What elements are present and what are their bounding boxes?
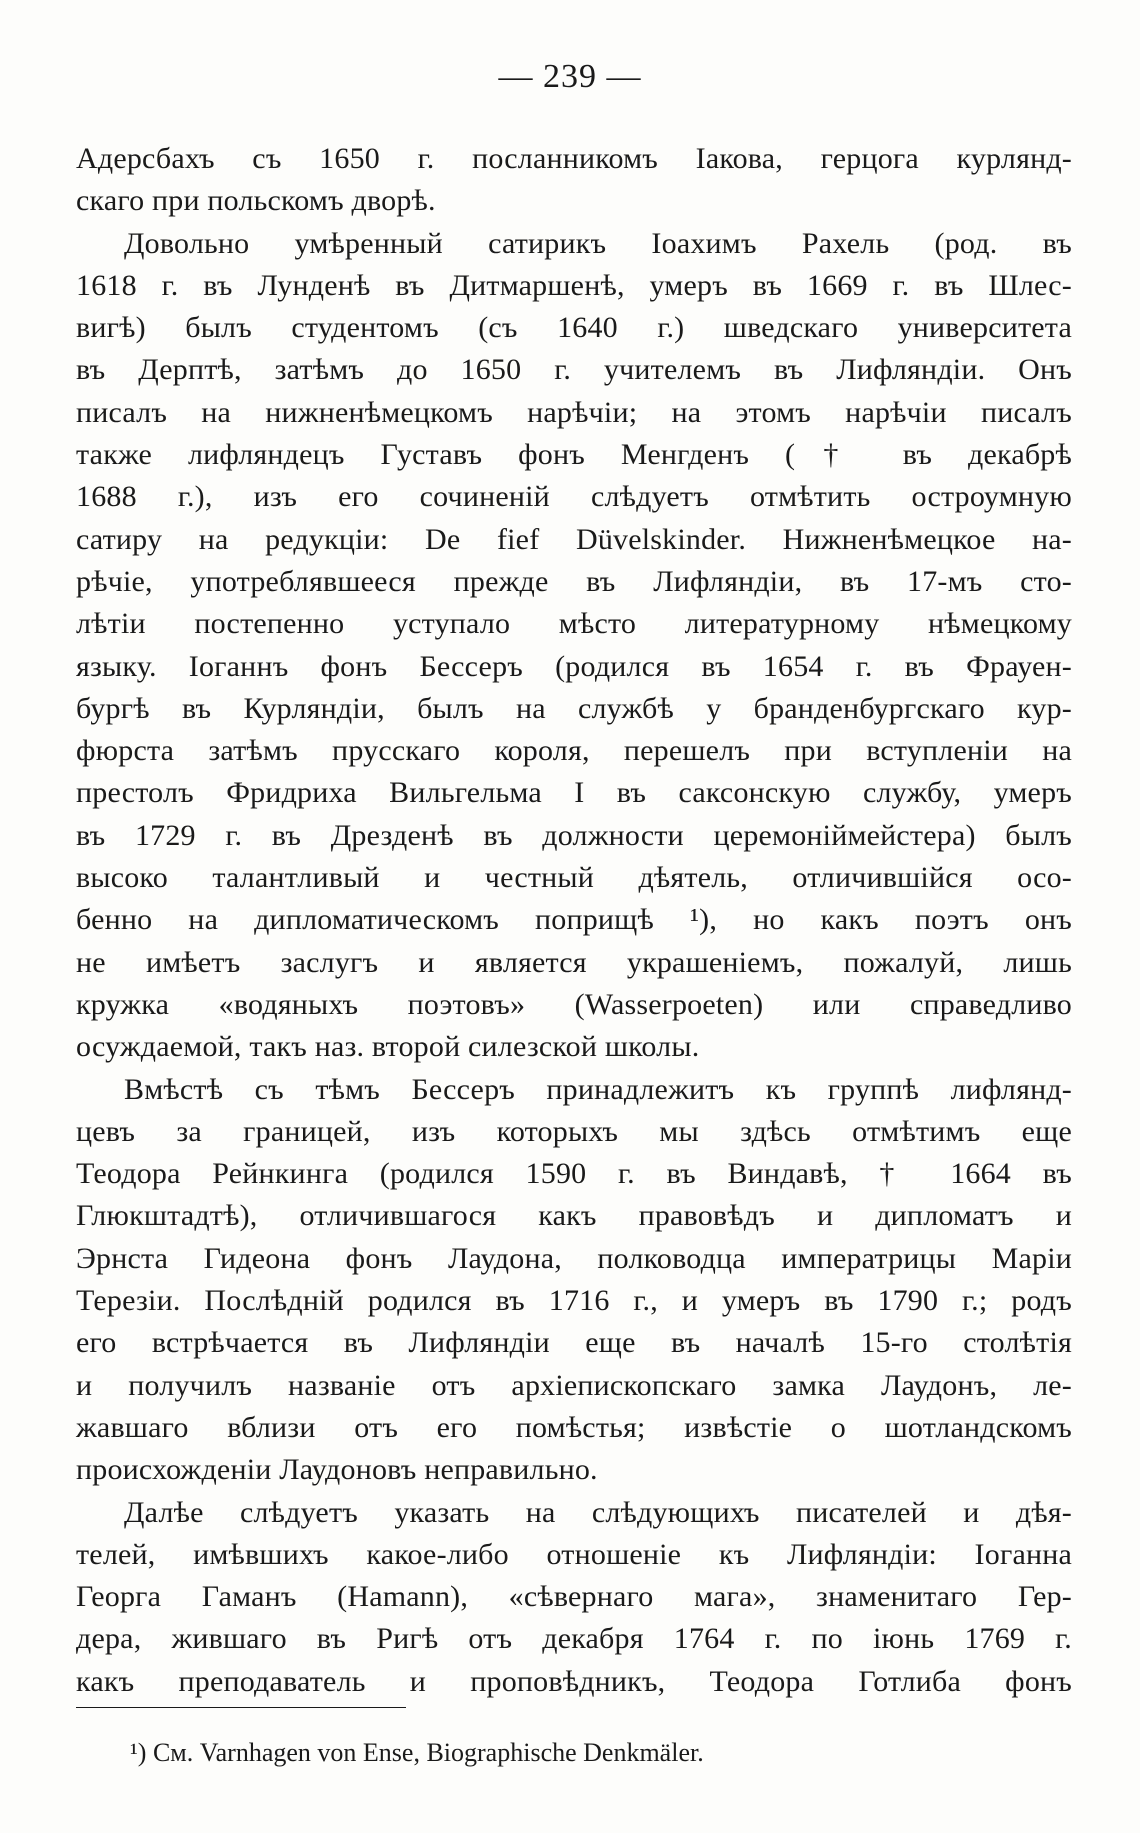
paragraph-1 [76,138,1072,223]
text-line: телей, имѣвшихъ какое-либо отношеніе къ Лифляндіи: Іоганна [76,1537,1072,1571]
text-line: Георга Гаманъ (Hamann), «сѣвернаго мага», знаменитаго Гер- [76,1580,1072,1614]
text-line: Теодора Рейнкинга (родился 1590 г. въ Виндавѣ, † 1664 въ [76,1157,1072,1191]
text-line: 1688 г.), изъ его сочиненій слѣдуетъ отмѣтить остроумную [76,480,1072,514]
text-line: высоко талантливый и честный дѣятель, отличившійся осо- [76,861,1072,895]
text-line: фюрста затѣмъ прусскаго короля, перешелъ при вступленіи на [76,734,1072,768]
page-number: — 239 — [498,58,642,95]
text-line: его встрѣчается въ Лифляндіи еще въ началѣ 15-го столѣтія [76,1326,1072,1360]
body-text [76,138,1072,1703]
text-line: писалъ на нижненѣмецкомъ нарѣчіи; на этомъ нарѣчіи писалъ [76,395,1072,429]
text-line: скаго при польскомъ дворѣ. [76,184,436,218]
text-line: бенно на дипломатическомъ поприщѣ ¹), но какъ поэтъ онъ [76,903,1072,937]
text-line: бургѣ въ Курляндіи, былъ на службѣ у бранденбургскаго кур- [76,691,1072,725]
text-line: осуждаемой, такъ наз. второй силезской школы. [76,1030,700,1064]
text-line: въ Дерптѣ, затѣмъ до 1650 г. учителемъ въ Лифляндіи. Онъ [76,353,1072,387]
text-line: лѣтіи постепенно уступало мѣсто литературному нѣмецкому [76,607,1072,641]
text-line: происхожденіи Лаудоновъ неправильно. [76,1453,598,1487]
text-line: престолъ Фридриха Вильгельма I въ саксонскую службу, умеръ [76,776,1072,810]
text-line: Адерсбахъ съ 1650 г. посланникомъ Іакова, герцога курлянд- [76,142,1072,175]
text-line: не имѣетъ заслугъ и является украшеніемъ, пожалуй, лишь [76,945,1072,979]
text-line: рѣчіе, употреблявшееся прежде въ Лифляндіи, въ 17-мъ сто- [76,564,1072,598]
text-line: жавшаго вблизи отъ его помѣстья; извѣстіе о шотландскомъ [76,1410,1072,1444]
text-line: сатиру на редукціи: De fief Düvelskinder. Нижненѣмецкое на- [76,522,1072,556]
paragraph-2 [76,223,1072,1069]
text-line: также лифляндецъ Густавъ фонъ Менгденъ († въ декабрѣ [76,438,1072,472]
footnote [130,1736,704,1770]
text-line: дера, жившаго въ Ригѣ отъ декабря 1764 г. по іюнь 1769 г. [76,1622,1072,1656]
text-line: 1618 г. въ Лунденѣ въ Дитмаршенѣ, умеръ въ 1669 г. въ Шлес- [76,268,1072,302]
text-line: Далѣе слѣдуетъ указать на слѣдующихъ писателей и дѣя- [124,1495,1072,1529]
footnote-text: См. Varnhagen von Ense, Biographische Denkmäler. [146,1738,704,1767]
text-line: какъ преподаватель и проповѣдникъ, Теодора Готлиба фонъ [76,1664,1072,1698]
text-line: въ 1729 г. въ Дрезденѣ въ должности церемоніймейстера) былъ [76,818,1072,852]
text-line: вигѣ) былъ студентомъ (съ 1640 г.) шведскаго университета [76,311,1072,345]
text-line: Эрнста Гидеона фонъ Лаудона, полководца императрицы Маріи [76,1241,1072,1275]
footnote-divider [76,1707,406,1708]
text-line: Вмѣстѣ съ тѣмъ Бессеръ принадлежитъ къ группѣ лифлянд- [124,1072,1072,1106]
text-line: языку. Іоганнъ фонъ Бессеръ (родился въ 1654 г. въ Фрауен- [76,649,1072,683]
paragraph-4 [76,1492,1072,1703]
text-line: и получилъ названіе отъ архіепископскаго замка Лаудонъ, ле- [76,1368,1072,1402]
footnote-marker: ¹) [130,1738,147,1767]
text-line: кружка «водяныхъ поэтовъ» (Wasserpoeten) или справедливо [76,987,1072,1021]
text-line: цевъ за границей, изъ которыхъ мы здѣсь отмѣтимъ еще [76,1114,1072,1148]
text-line: Глюкштадтѣ), отличившагося какъ правовѣдъ и дипломатъ и [76,1199,1072,1233]
text-line: Довольно умѣренный сатирикъ Іоахимъ Рахель (род. въ [124,226,1072,260]
text-line: Терезіи. Послѣдній родился въ 1716 г., и умеръ въ 1790 г.; родъ [76,1284,1072,1318]
paragraph-3 [76,1069,1072,1492]
